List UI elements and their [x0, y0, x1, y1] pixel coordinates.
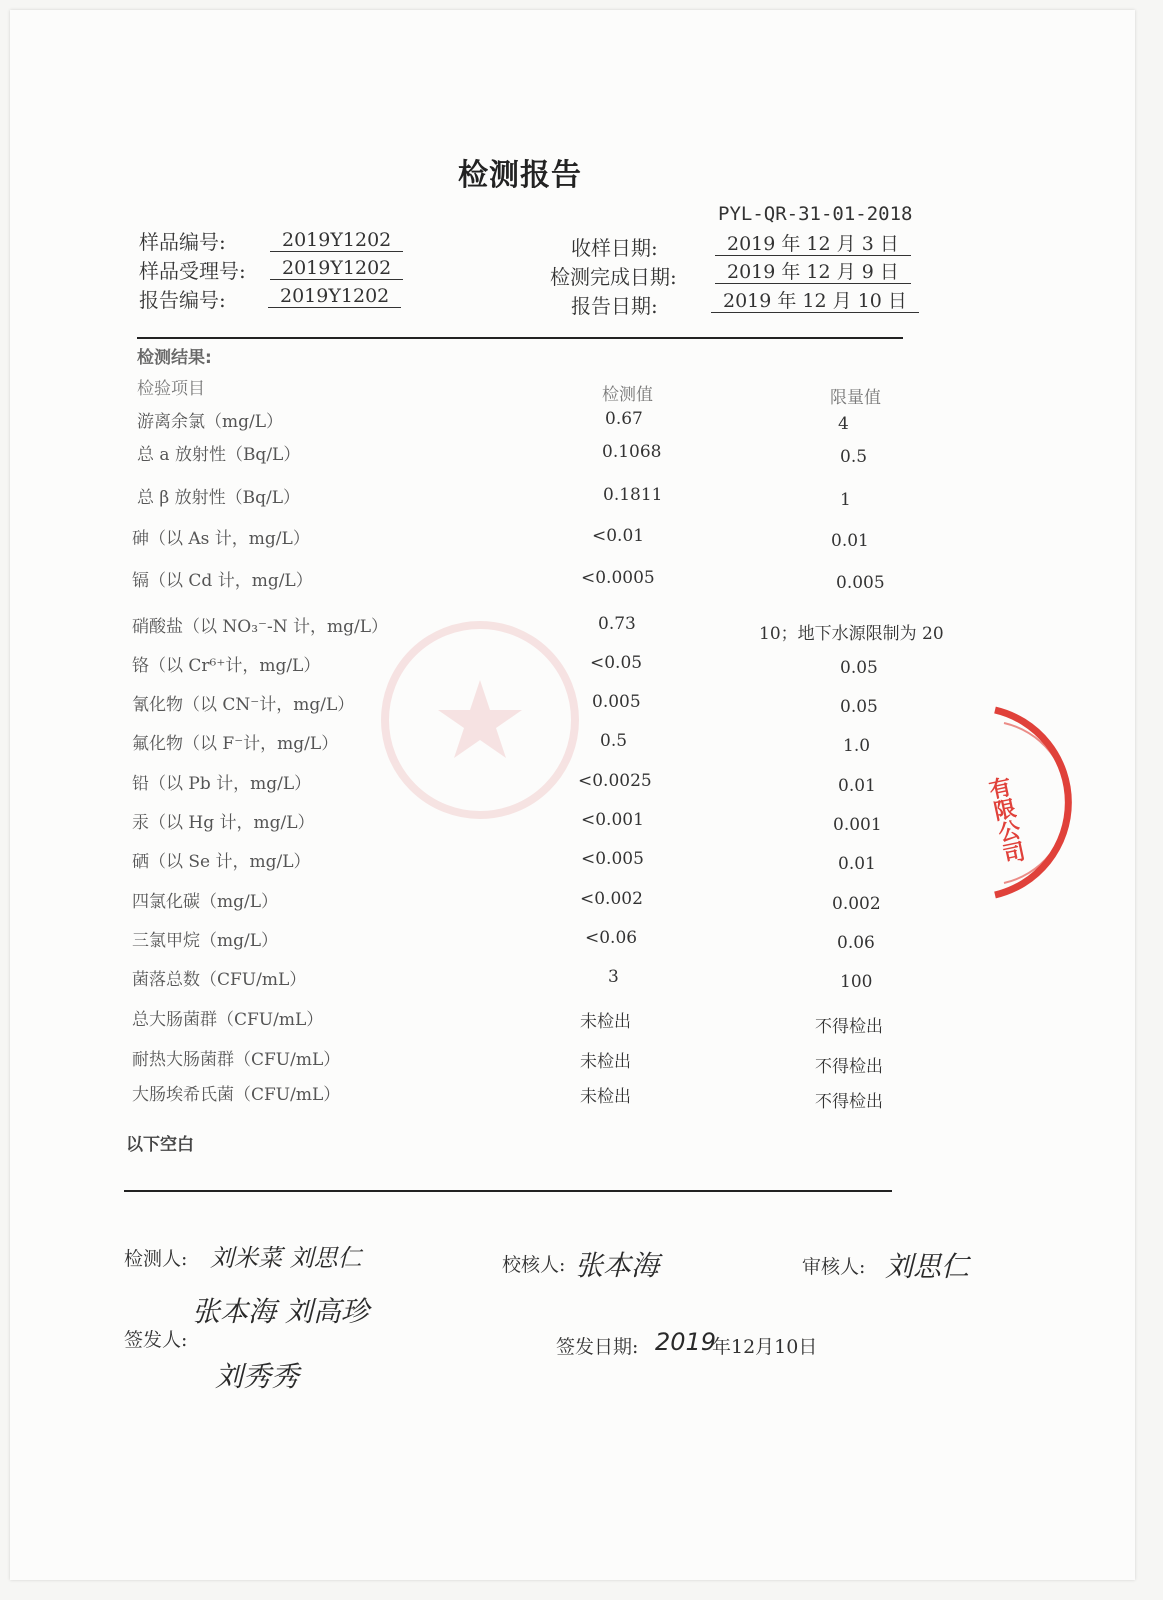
result-item-name: 游离余氯（mg/L） — [137, 412, 284, 432]
result-measured-value: <0.01 — [592, 526, 645, 546]
result-measured-value: 0.1811 — [603, 485, 663, 505]
result-limit-value: 0.01 — [831, 531, 869, 551]
result-measured-value: 未检出 — [580, 1052, 631, 1072]
results-section-label: 检测结果: — [137, 348, 212, 368]
column-header-value: 检测值 — [602, 385, 653, 405]
result-limit-value: 不得检出 — [815, 1092, 883, 1112]
result-item-name: 菌落总数（CFU/mL） — [132, 970, 307, 990]
result-measured-value: 未检出 — [580, 1012, 631, 1032]
result-limit-value: 10；地下水源限制为 20 — [759, 624, 944, 644]
report-date-label: 报告日期: — [571, 294, 658, 318]
result-limit-value: 0.005 — [836, 573, 885, 593]
result-limit-value: 0.5 — [840, 447, 868, 467]
result-limit-value: 不得检出 — [815, 1017, 883, 1037]
accept-no-label: 样品受理号: — [139, 259, 246, 283]
tester-signature: 刘米菜 刘思仁 — [210, 1244, 362, 1272]
result-measured-value: <0.005 — [581, 849, 644, 869]
result-measured-value: <0.05 — [590, 653, 643, 673]
issue-date-rest: 年12月10日 — [712, 1336, 818, 1358]
result-item-name: 三氯甲烷（mg/L） — [132, 931, 279, 951]
issuer-signature-1: 张本海 刘高珍 — [192, 1295, 369, 1328]
issue-date-year: 2019 — [655, 1328, 717, 1356]
result-item-name: 镉（以 Cd 计，mg/L） — [132, 571, 313, 591]
result-item-name: 总 a 放射性（Bq/L） — [137, 445, 301, 465]
result-limit-value: 0.06 — [837, 933, 875, 953]
result-item-name: 总 β 放射性（Bq/L） — [137, 488, 301, 508]
result-measured-value: 0.5 — [600, 731, 628, 751]
result-limit-value: 1.0 — [843, 736, 871, 756]
result-item-name: 大肠埃希氏菌（CFU/mL） — [132, 1085, 341, 1105]
seal-text: 有限公司 — [983, 774, 1027, 866]
result-measured-value: <0.06 — [585, 928, 638, 948]
accept-no-value: 2019Y1202 — [270, 257, 403, 280]
result-measured-value: 0.73 — [598, 614, 636, 634]
result-measured-value: <0.001 — [581, 810, 644, 830]
sample-no-label: 样品编号: — [139, 230, 226, 254]
form-code: PYL-QR-31-01-2018 — [718, 203, 913, 225]
result-item-name: 氰化物（以 CN⁻计，mg/L） — [132, 695, 355, 715]
result-limit-value: 0.001 — [833, 815, 882, 835]
result-limit-value: 0.002 — [832, 894, 881, 914]
result-limit-value: 0.01 — [838, 854, 876, 874]
finish-date-label: 检测完成日期: — [550, 265, 677, 289]
tester-label: 检测人: — [124, 1248, 188, 1270]
result-limit-value: 1 — [840, 490, 851, 510]
column-header-item: 检验项目 — [137, 379, 205, 399]
result-item-name: 总大肠菌群（CFU/mL） — [132, 1010, 324, 1030]
result-measured-value: <0.002 — [580, 889, 643, 909]
footer-divider — [124, 1190, 892, 1192]
result-measured-value: <0.0025 — [578, 771, 652, 791]
result-measured-value: 未检出 — [580, 1087, 631, 1107]
faint-seal-watermark — [360, 600, 600, 840]
result-measured-value: <0.0005 — [581, 568, 655, 588]
receive-date-value: 2019 年 12 月 3 日 — [715, 233, 911, 256]
result-limit-value: 4 — [838, 414, 849, 434]
sample-no-value: 2019Y1202 — [270, 229, 403, 252]
result-limit-value: 不得检出 — [815, 1057, 883, 1077]
result-limit-value: 0.05 — [840, 658, 878, 678]
company-seal — [983, 705, 1060, 905]
blank-below-note: 以下空白 — [126, 1135, 194, 1155]
result-item-name: 铅（以 Pb 计，mg/L） — [132, 774, 312, 794]
result-item-name: 铬（以 Cr⁶⁺计，mg/L） — [132, 656, 321, 676]
receive-date-label: 收样日期: — [571, 236, 658, 260]
result-item-name: 砷（以 As 计，mg/L） — [132, 529, 310, 549]
result-measured-value: 0.67 — [605, 409, 643, 429]
result-item-name: 氟化物（以 F⁻计，mg/L） — [132, 734, 339, 754]
report-no-label: 报告编号: — [139, 288, 226, 312]
result-limit-value: 0.05 — [840, 697, 878, 717]
reviewer-label: 审核人: — [802, 1256, 866, 1278]
result-measured-value: 0.005 — [592, 692, 641, 712]
result-item-name: 硝酸盐（以 NO₃⁻-N 计，mg/L） — [132, 617, 389, 637]
checker-signature: 张本海 — [575, 1249, 660, 1282]
result-limit-value: 100 — [840, 972, 873, 992]
issue-date-label: 签发日期: — [556, 1336, 639, 1358]
finish-date-value: 2019 年 12 月 9 日 — [715, 261, 911, 284]
report-title: 检测报告 — [458, 158, 582, 193]
report-date-value: 2019 年 12 月 10 日 — [711, 290, 919, 313]
issuer-signature-2: 刘秀秀 — [215, 1360, 300, 1393]
result-limit-value: 0.01 — [838, 776, 876, 796]
result-item-name: 硒（以 Se 计，mg/L） — [132, 852, 311, 872]
header-divider — [137, 337, 903, 339]
result-item-name: 耐热大肠菌群（CFU/mL） — [132, 1050, 341, 1070]
result-measured-value: 0.1068 — [602, 442, 662, 462]
reviewer-signature: 刘思仁 — [885, 1250, 970, 1283]
column-header-limit: 限量值 — [830, 388, 881, 408]
issuer-label: 签发人: — [124, 1329, 188, 1351]
checker-label: 校核人: — [502, 1254, 566, 1276]
result-item-name: 汞（以 Hg 计，mg/L） — [132, 813, 315, 833]
result-item-name: 四氯化碳（mg/L） — [132, 892, 279, 912]
result-measured-value: 3 — [608, 967, 619, 987]
report-no-value: 2019Y1202 — [268, 285, 401, 308]
